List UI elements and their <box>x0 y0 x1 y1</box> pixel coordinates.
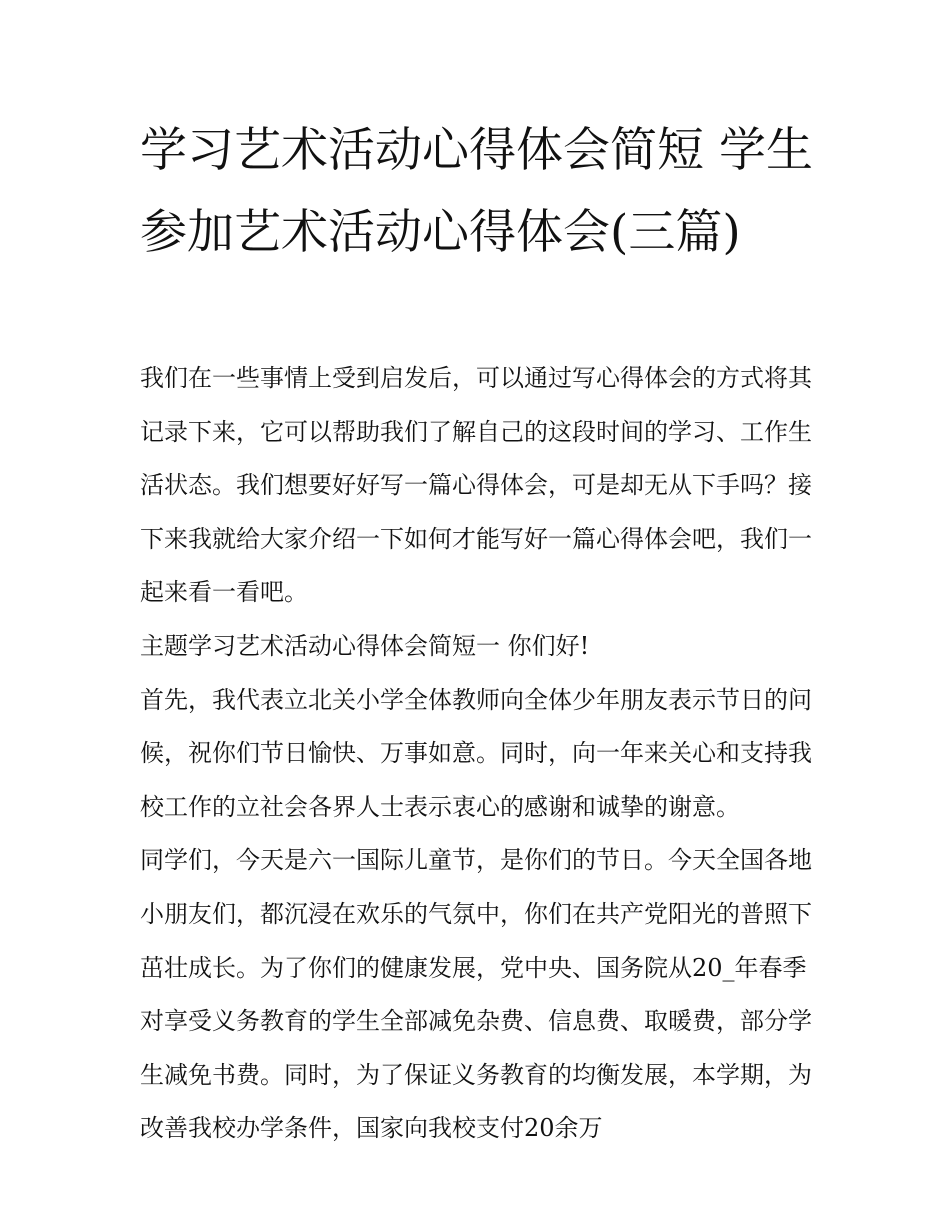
body-paragraph: 同学们，今天是六一国际儿童节，是你们的节日。今天全国各地小朋友们，都沉浸在欢乐的气氛中，你们在共产党阳光的普照下茁壮成长。为了你们的健康发展，党中央、国务院从20_年春季对享受义务教育的学生全部减免杂费、信息费、取暖费，部分学生减免书费。同时，为了保证义务教育的均衡发展，本学期，为改善我校办学条件，国家向我校支付20余万 <box>140 846 812 1143</box>
document-title: 学习艺术活动心得体会简短 学生参加艺术活动心得体会(三篇) <box>140 123 813 260</box>
document-body <box>140 352 820 1156</box>
section-heading: 主题学习艺术活动心得体会简短一 你们好! <box>140 631 590 660</box>
intro-paragraph: 我们在一些事情上受到启发后，可以通过写心得体会的方式将其记录下来，它可以帮助我们了解自己的这段时间的学习、工作生活状态。我们想要好好写一篇心得体会，可是却无从下手吗？接下来我就给大家介绍一下如何才能写好一篇心得体会吧，我们一起来看一看吧。 <box>140 364 812 607</box>
body-paragraph: 首先，我代表立北关小学全体教师向全体少年朋友表示节日的问候，祝你们节日愉快、万事如意。同时，向一年来关心和支持我校工作的立社会各界人士表示衷心的感谢和诚挚的谢意。 <box>140 685 812 821</box>
